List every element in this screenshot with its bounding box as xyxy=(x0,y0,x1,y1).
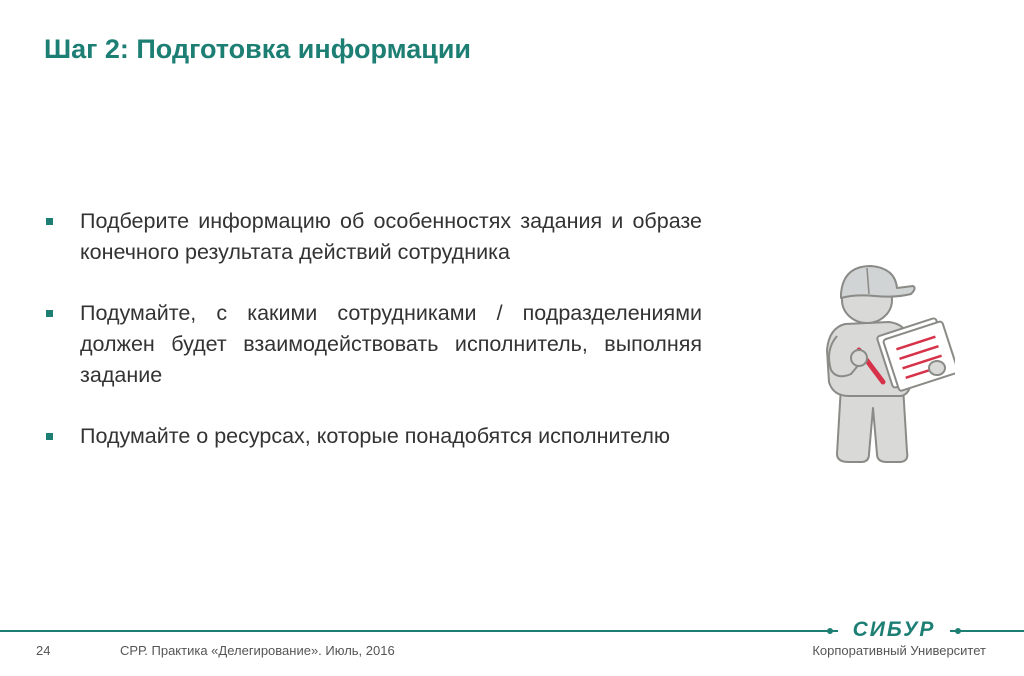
worker-with-clipboard-icon xyxy=(815,258,955,468)
page-number: 24 xyxy=(36,643,51,658)
bullet-marker-icon xyxy=(46,310,53,317)
bullet-item xyxy=(46,421,702,452)
logo-text: СИБУР xyxy=(852,618,936,641)
bullet-marker-icon xyxy=(46,218,53,225)
bullet-item xyxy=(46,298,702,391)
slide-title: Шаг 2: Подготовка информации xyxy=(44,34,472,64)
footer-organization: Корпоративный Университет xyxy=(812,643,986,658)
bullet-text: Подумайте, с какими сотрудниками / подразделениями должен будет взаимодействовать исполнитель, выполняя задание xyxy=(80,301,702,387)
footer-caption: СРР. Практика «Делегирование». Июль, 2016 xyxy=(120,643,395,658)
bullet-text: Подумайте о ресурсах, которые понадобятся исполнителю xyxy=(80,424,671,448)
bullet-item xyxy=(46,206,702,268)
sibur-logo xyxy=(838,617,950,643)
bullet-marker-icon xyxy=(46,433,53,440)
bullet-list xyxy=(46,206,702,482)
bullet-text: Подберите информацию об особенностях задания и образе конечного результата действий сотрудника xyxy=(80,209,702,264)
